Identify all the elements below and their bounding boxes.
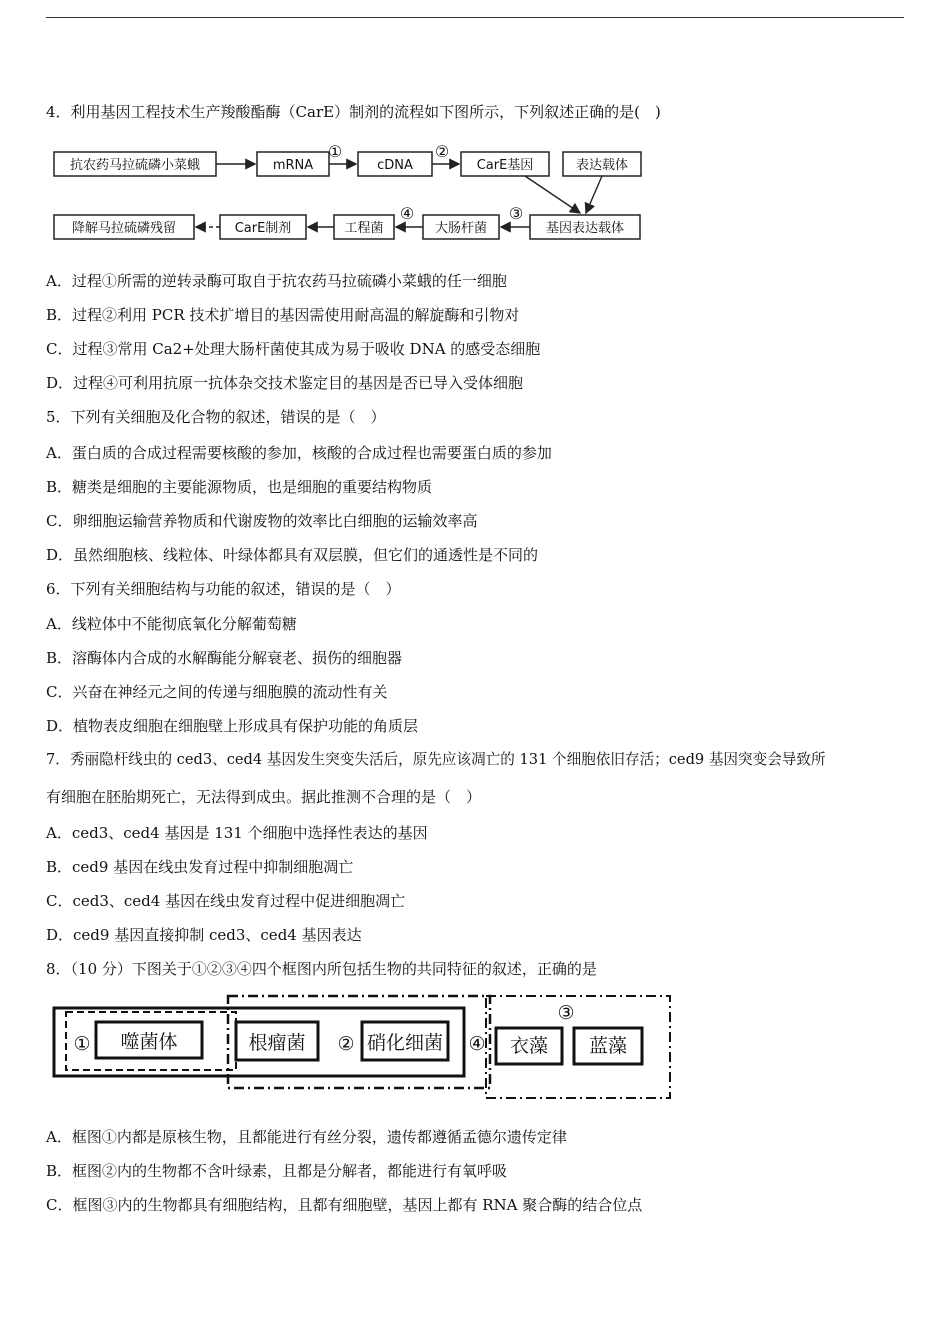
label-care-product: CarE制剂 [234,221,292,236]
q4-option-c: C．过程③常用 Ca2+处理大肠杆菌使其成为易于吸收 DNA 的感受态细胞 [46,340,541,358]
label-vector: 表达载体 [575,158,629,173]
q8-venn-diagram [50,992,676,1106]
label-expression-vector: 基因表达载体 [545,221,625,236]
q7-option-a: A．ced3、ced4 基因是 131 个细胞中选择性表达的基因 [46,824,428,842]
header-rule [46,17,904,18]
q5-option-c: C．卵细胞运输营养物质和代谢废物的效率比白细胞的运输效率高 [46,512,478,530]
label-chlamydomonas: 衣藻 [509,1035,549,1057]
q7-option-d: D．ced9 基因直接抑制 ced3、ced4 基因表达 [46,926,362,944]
frame-3-marker: ③ [557,1002,575,1024]
q5-option-b: B．糖类是细胞的主要能源物质，也是细胞的重要结构物质 [46,478,433,496]
label-nitrifying-bacteria: 硝化细菌 [366,1032,444,1054]
label-source-moth: 抗农药马拉硫磷小菜蛾 [69,158,201,173]
q8-option-a: A．框图①内都是原核生物，且都能进行有丝分裂，遗传都遵循孟德尔遗传定律 [46,1128,567,1146]
label-phage: 噬菌体 [120,1031,178,1053]
q5-stem: 5．下列有关细胞及化合物的叙述，错误的是（ ） [46,408,386,426]
q5-option-d: D．虽然细胞核、线粒体、叶绿体都具有双层膜，但它们的通透性是不同的 [46,546,539,564]
step-3-marker: ③ [508,204,524,223]
frame-1-marker: ① [73,1033,91,1055]
q4-option-a: A．过程①所需的逆转录酶可取自于抗农药马拉硫磷小菜蛾的任一细胞 [46,272,507,290]
q8-option-c: C．框图③内的生物都具有细胞结构，且都有细胞壁，基因上都有 RNA 聚合酶的结合位点 [46,1196,643,1214]
q8-option-b: B．框图②内的生物都不含叶绿素，且都是分解者，都能进行有氧呼吸 [46,1162,508,1180]
label-cdna: cDNA [377,158,413,173]
label-care-gene: CarE基因 [476,158,534,173]
q6-option-c: C．兴奋在神经元之间的传递与细胞膜的流动性有关 [46,683,388,701]
label-degrade-residue: 降解马拉硫磷残留 [71,221,177,236]
q6-stem: 6．下列有关细胞结构与功能的叙述，错误的是（ ） [46,580,401,598]
q7-option-b: B．ced9 基因在线虫发育过程中抑制细胞凋亡 [46,858,354,876]
q7-stem-line1: 7．秀丽隐杆线虫的 ced3、ced4 基因发生突变失活后，原先应该凋亡的 131 个细胞依旧存活；ced9 基因突变会导致所 [46,751,826,768]
q4-option-b: B．过程②利用 PCR 技术扩增目的基因需使用耐高温的解旋酶和引物对 [46,306,520,324]
step-1-marker: ① [327,142,343,161]
q4-flow-diagram [50,142,650,250]
label-cyanobacteria: 蓝藻 [588,1035,628,1057]
q6-option-b: B．溶酶体内合成的水解酶能分解衰老、损伤的细胞器 [46,649,403,667]
label-ecoli: 大肠杆菌 [434,221,488,236]
q4-option-d: D．过程④可利用抗原一抗体杂交技术鉴定目的基因是否已导入受体细胞 [46,374,524,392]
frame-2-marker: ② [337,1033,355,1055]
q8-stem: 8．（10 分）下图关于①②③④四个框图内所包括生物的共同特征的叙述，正确的是 [46,960,597,978]
q5-option-a: A．蛋白质的合成过程需要核酸的参加，核酸的合成过程也需要蛋白质的参加 [46,444,552,462]
label-mrna: mRNA [272,158,314,173]
label-rhizobium: 根瘤菌 [248,1032,306,1054]
step-2-marker: ② [434,142,450,161]
q6-option-d: D．植物表皮细胞在细胞壁上形成具有保护功能的角质层 [46,717,419,735]
label-engineered-bacteria: 工程菌 [344,221,384,236]
q7-option-c: C．ced3、ced4 基因在线虫发育过程中促进细胞凋亡 [46,892,406,910]
frame-4-marker: ④ [468,1033,486,1055]
q6-option-a: A．线粒体中不能彻底氧化分解葡萄糖 [46,615,297,633]
q7-stem-line2: 有细胞在胚胎期死亡，无法得到成虫。据此推测不合理的是（ ） [46,788,482,806]
q4-stem: 4．利用基因工程技术生产羧酸酯酶（CarE）制剂的流程如下图所示，下列叙述正确的是( ) [46,103,661,121]
step-4-marker: ④ [399,204,415,223]
